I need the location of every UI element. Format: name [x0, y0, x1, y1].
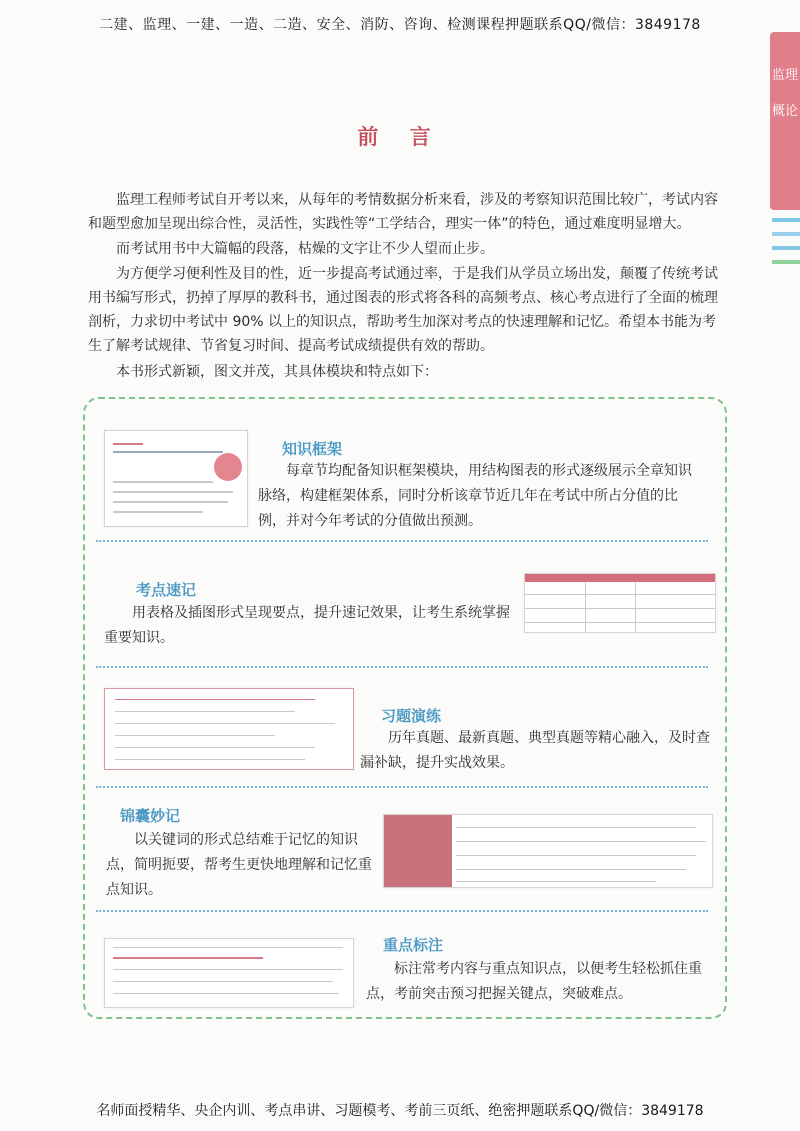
module-text: 以关键词的形式总结难于记忆的知识点，简明扼要，帮考生更快地理解和记忆重点知识。 [106, 832, 372, 898]
page-title: 前 言 [357, 125, 443, 149]
tips-sample [383, 814, 713, 888]
intro-paragraph: 为方便学习便利性及目的性，近一步提高考试通过率，于是我们从学员立场出发，颠覆了传统考试用书编写形式，扔掉了厚厚的教科书，通过图表的形式将各科的高频考点、核心考点进行了全面的梳理剖析，力求切中考试中 90% 以上的知识点，帮助考生加深对考点的快速理解和记忆。希望本书能为考生了解考试规律、节省复习时间、提高考试成绩提供有效的帮助。 [88, 266, 718, 354]
side-color-bar [772, 260, 800, 264]
module-title: 考点速记 [136, 581, 197, 599]
side-color-bar [772, 218, 800, 222]
module-divider [96, 666, 708, 672]
module-title: 习题演练 [381, 707, 442, 725]
module-title: 知识框架 [282, 440, 343, 458]
module-title: 重点标注 [383, 936, 444, 954]
bottom-banner: 名师面授精华、央企内训、考点串讲、习题模考、考前三页纸、绝密押题联系QQ/微信：3849178 [96, 1103, 704, 1119]
module-title: 锦囊妙记 [120, 807, 181, 825]
module-text: 历年真题、最新真题、典型真题等精心融入，及时查漏补缺，提升实战效果。 [360, 730, 710, 771]
module-text: 用表格及插图形式呈现要点，提升速记效果，让考生系统掌握重要知识。 [104, 605, 510, 646]
side-color-bar [772, 232, 800, 236]
side-tab-label: 监理概论 [771, 68, 798, 119]
magnifier-icon [214, 453, 242, 481]
module-text: 每章节均配备知识框架模块，用结构图表的形式逐级展示全章知识脉络，构建框架体系，同时分析该章节近几年在考试中所占分值的比例，并对今年考试的分值做出预测。 [258, 463, 692, 529]
intro-paragraph: 而考试用书中大篇幅的段落，枯燥的文字让不少人望而止步。 [116, 241, 494, 257]
exercise-sample [104, 688, 354, 770]
module-divider [96, 786, 708, 792]
highlight-sample [104, 938, 354, 1008]
module-text: 标注常考内容与重点知识点，以便考生轻松抓住重点，考前突击预习把握关键点，突破难点。 [366, 961, 702, 1002]
module-divider [96, 540, 708, 546]
intro-paragraph: 本书形式新颖，图文并茂，其具体模块和特点如下： [116, 364, 438, 380]
intro-paragraph: 监理工程师考试自开考以来，从每年的考情数据分析来看，涉及的考察知识范围比较广，考试内容和题型愈加呈现出综合性，灵活性，实践性等“工学结合，理实一体”的特色，通过难度明显增大。 [88, 192, 718, 232]
top-banner: 二建、监理、一建、一造、二造、安全、消防、咨询、检测课程押题联系QQ/微信：3849178 [99, 17, 701, 33]
table-sample [524, 573, 716, 633]
module-divider [96, 910, 708, 916]
side-color-bar [772, 246, 800, 250]
